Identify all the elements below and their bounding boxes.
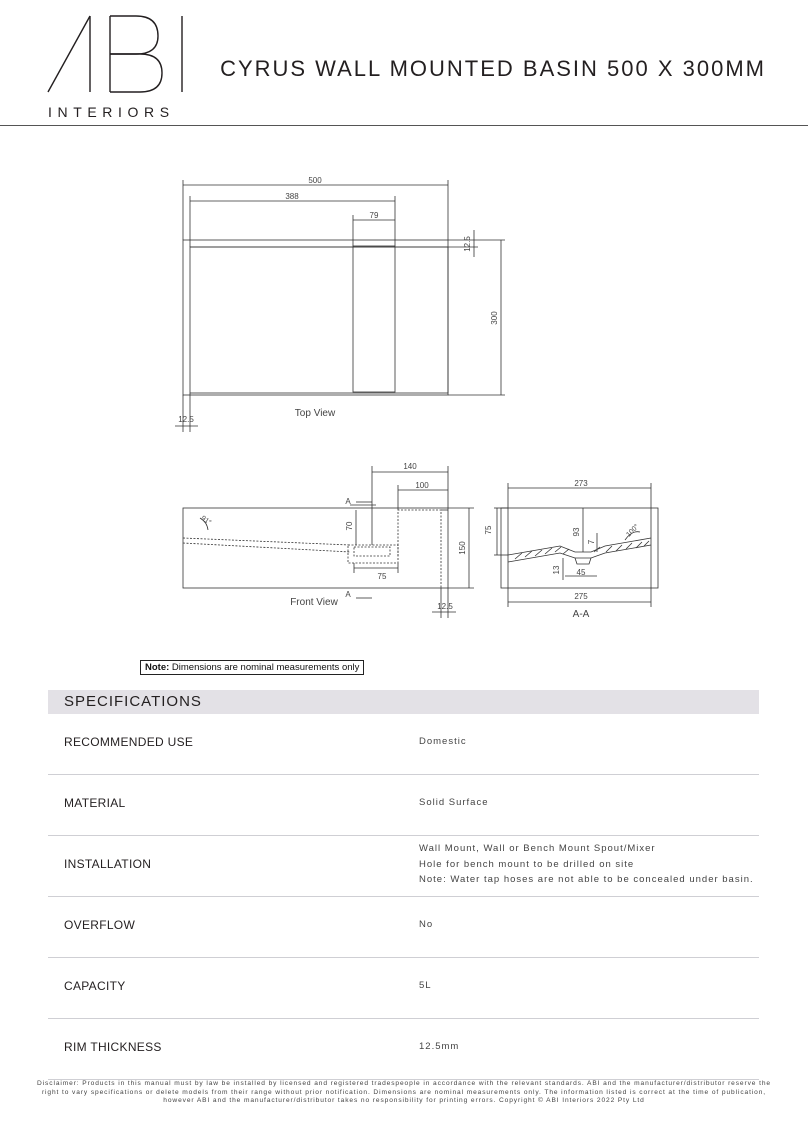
dim-basin-depth: 93 (572, 527, 581, 537)
disclaimer: Disclaimer: Products in this manual must by law be installed by licensed and registered tradespeople in accordance with the relevant standards. ABI and the manufacturer/distributor reserve the right to vary specifications or delete models from their range without prior notification. Dimensions are nominal measurements only. The information listed is correct at the time of publication, however ABI and the manufacturer/distributor takes no responsibility for printing errors. Copyright © ABI Interiors 2022 Pty Ltd (37, 1080, 771, 1105)
logo-wordmark: INTERIORS (48, 104, 175, 120)
spec-label: INSTALLATION (64, 857, 152, 871)
dim-drain-height: 13 (552, 565, 561, 575)
spec-label: OVERFLOW (64, 918, 136, 932)
section-marker-bottom: A (345, 590, 351, 599)
spec-label: MATERIAL (64, 796, 126, 810)
spec-value-line: Note: Water tap hoses are not able to be concealed under basin. (419, 874, 754, 885)
spec-row-overflow (48, 897, 759, 958)
dim-depth: 300 (490, 311, 499, 325)
dim-waste: 75 (377, 572, 387, 581)
spec-value: Solid Surface (419, 797, 489, 808)
angle-front: 91° (199, 514, 213, 527)
dimensions-note (140, 660, 364, 675)
header-divider (0, 125, 808, 126)
dim-inner: 388 (285, 192, 299, 201)
spec-value: 5L (419, 980, 432, 991)
specifications-header (48, 690, 759, 714)
dim-height: 150 (458, 541, 467, 555)
spec-row-recommended-use (48, 714, 759, 775)
dim-rim-side: 12.5 (178, 415, 194, 424)
section-marker-top: A (345, 497, 351, 506)
spec-row-material (48, 775, 759, 836)
dim-rim-top: 12.5 (463, 236, 472, 252)
note-label: Note: (145, 662, 170, 673)
spec-row-capacity (48, 958, 759, 1019)
dim-top-width: 273 (574, 479, 588, 488)
dim-bottom-width: 275 (574, 592, 588, 601)
spec-value: 12.5mm (419, 1041, 460, 1052)
spec-row-rim-thickness (48, 1019, 759, 1080)
spec-label: CAPACITY (64, 979, 126, 993)
technical-drawings (0, 160, 808, 630)
dim-opening: 100 (415, 481, 429, 490)
spec-value-line: Wall Mount, Wall or Bench Mount Spout/Mixer (419, 843, 656, 854)
note-text: Dimensions are nominal measurements only (171, 662, 360, 673)
section-label: A-A (572, 609, 590, 620)
front-view-label: Front View (290, 597, 338, 608)
dim-offset: 140 (403, 462, 417, 471)
dim-step: 7 (587, 539, 596, 545)
page-title: CYRUS WALL MOUNTED BASIN 500 X 300MM (220, 56, 766, 81)
spec-value: Domestic (419, 736, 467, 747)
dim-wall: 75 (484, 525, 493, 535)
angle-section: 100° (625, 523, 641, 539)
section-aa-drawing (494, 483, 658, 607)
dim-front-rim: 12.5 (437, 602, 453, 611)
front-view-drawing (183, 466, 474, 618)
top-view-drawing (175, 180, 505, 432)
spec-label: RIM THICKNESS (64, 1040, 162, 1054)
dim-waste-depth: 70 (345, 521, 354, 531)
specifications-heading: SPECIFICATIONS (64, 693, 202, 710)
dim-slot: 79 (369, 211, 379, 220)
spec-row-installation (48, 836, 759, 897)
dim-width: 500 (308, 176, 322, 185)
spec-label: RECOMMENDED USE (64, 735, 194, 749)
spec-value: No (419, 919, 434, 930)
top-view-label: Top View (294, 408, 336, 419)
spec-value (419, 841, 754, 888)
spec-value-line: Hole for bench mount to be drilled on site (419, 858, 635, 870)
dim-drain: 45 (576, 568, 586, 577)
